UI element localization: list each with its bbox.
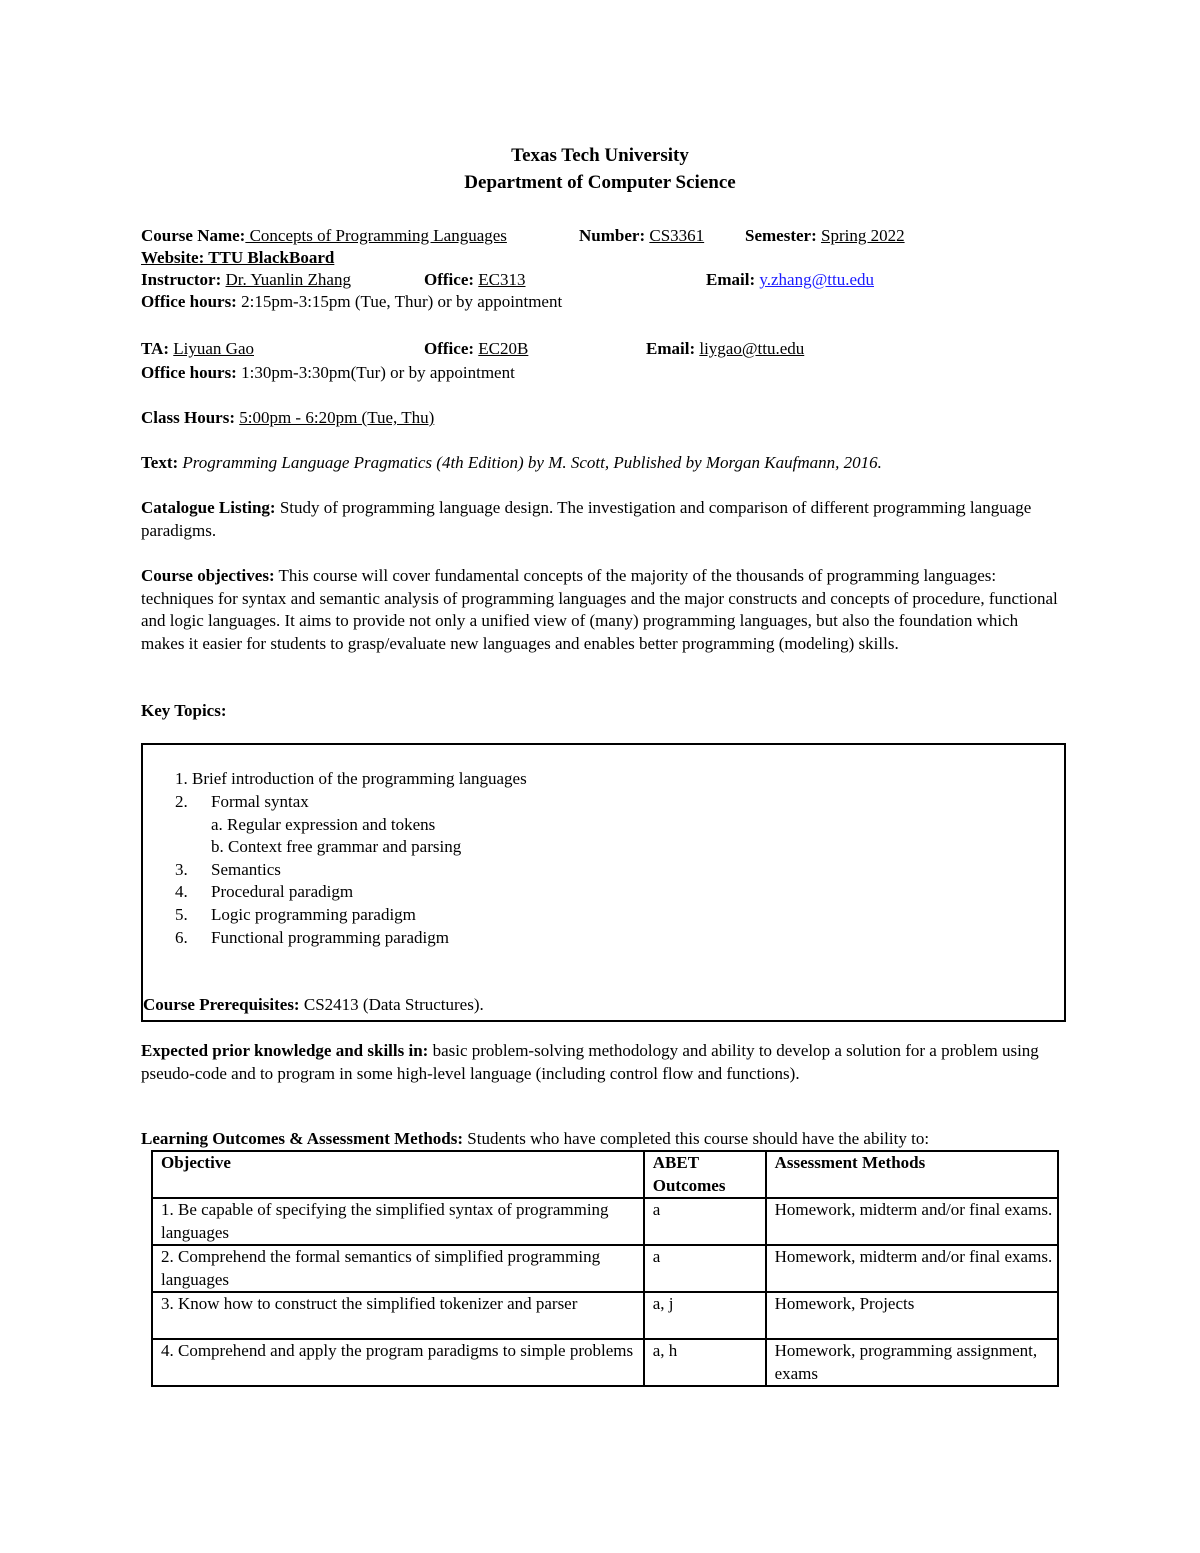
- header-objective: Objective: [152, 1151, 644, 1198]
- instructor-email-label: Email:: [706, 270, 756, 289]
- topic-4: Procedural paradigm: [211, 882, 354, 901]
- header-abet: ABET Outcomes: [644, 1151, 766, 1198]
- catalogue-label: Catalogue Listing:: [141, 498, 276, 517]
- table-row: [152, 1245, 1058, 1292]
- row-4-assessment: Homework, programming assignment, exams: [766, 1339, 1058, 1386]
- instructor-office-value: EC313: [478, 270, 526, 289]
- prior-knowledge: [141, 1040, 1061, 1085]
- ta-line: [141, 338, 254, 360]
- table-header-row: [152, 1151, 1058, 1198]
- instructor-line: [141, 269, 351, 291]
- instructor-email: [706, 269, 874, 291]
- row-3-objective: 3. Know how to construct the simplified tokenizer and parser: [152, 1292, 644, 1339]
- instructor-office-label: Office:: [424, 270, 475, 289]
- ta-name: Liyuan Gao: [173, 339, 254, 358]
- textbook-value: Programming Language Pragmatics (4th Edition) by M. Scott, Published by Morgan Kaufmann, 2016.: [182, 453, 882, 472]
- course-number: [579, 225, 704, 247]
- row-3-abet: a, j: [644, 1292, 766, 1339]
- ta-hours-label: Office hours:: [141, 363, 237, 382]
- university-title: Texas Tech University: [511, 145, 689, 166]
- department-title: Department of Computer Science: [464, 172, 736, 193]
- row-4-objective: 4. Comprehend and apply the program paradigms to simple problems: [152, 1339, 644, 1386]
- class-hours-value: 5:00pm - 6:20pm (Tue, Thu): [239, 408, 435, 427]
- row-3-assessment: Homework, Projects: [766, 1292, 1058, 1339]
- course-semester: [745, 225, 905, 247]
- objectives-label: Course objectives:: [141, 566, 275, 585]
- row-2-assessment: Homework, midterm and/or final exams.: [766, 1245, 1058, 1292]
- ta-email: [646, 338, 804, 360]
- topic-5: Logic programming paradigm: [211, 905, 416, 924]
- row-2-objective: 2. Comprehend the formal semantics of simplified programming languages: [152, 1245, 644, 1292]
- header-assessment: Assessment Methods: [766, 1151, 1058, 1198]
- topic-2a: a. Regular expression and tokens: [211, 815, 436, 834]
- instructor-email-link[interactable]: y.zhang@ttu.edu: [759, 270, 874, 289]
- course-website[interactable]: [141, 247, 334, 269]
- course-name-value: Concepts of Programming Languages: [245, 226, 507, 245]
- learning-outcomes-label: Learning Outcomes & Assessment Methods:: [141, 1129, 464, 1148]
- instructor-hours-value: 2:15pm-3:15pm (Tue, Thur) or by appointment: [236, 292, 563, 311]
- prereq-value: CS2413 (Data Structures).: [299, 995, 484, 1014]
- topic-5-number: 5.: [175, 905, 188, 924]
- instructor-name: Dr. Yuanlin Zhang: [225, 270, 351, 289]
- instructor-hours: [141, 291, 562, 313]
- ta-office-label: Office:: [424, 339, 475, 358]
- prereq-label: Course Prerequisites:: [143, 995, 300, 1014]
- row-1-abet: a: [644, 1198, 766, 1245]
- objectives-value: This course will cover fundamental concepts of the majority of the thousands of programming languages: techniques for syntax and semantic analysis of programming languages and the major constructs and concepts of procedure, functional and logic languages. It aims to provide not only a unified view of (many) programming languages, but also the foundation which makes it easier for students to grasp/evaluate new languages and enables better programming (modeling) skills.: [141, 566, 1058, 653]
- key-topics-label: Key Topics:: [141, 701, 227, 720]
- course-semester-label: Semester:: [745, 226, 817, 245]
- catalogue-listing: [141, 497, 1061, 542]
- prior-knowledge-label: Expected prior knowledge and skills in:: [141, 1041, 429, 1060]
- learning-outcomes-table: [151, 1150, 1059, 1387]
- topic-4-number: 4.: [175, 882, 188, 901]
- ta-hours: [141, 362, 515, 384]
- ta-office-value: EC20B: [478, 339, 529, 358]
- ta-label: TA:: [141, 339, 170, 358]
- course-prerequisites: [143, 994, 484, 1016]
- course-number-value: CS3361: [649, 226, 705, 245]
- instructor-label: Instructor:: [141, 270, 222, 289]
- topic-3-number: 3.: [175, 860, 188, 879]
- website-link[interactable]: Website: TTU BlackBoard: [141, 248, 335, 267]
- learning-outcomes-heading: [141, 1128, 929, 1150]
- table-row: [152, 1198, 1058, 1245]
- learning-outcomes-intro: Students who have completed this course should have the ability to:: [463, 1129, 930, 1148]
- course-name-label: Course Name:: [141, 226, 246, 245]
- topic-2-number: 2.: [175, 792, 188, 811]
- catalogue-value: Study of programming language design. The investigation and comparison of different programming language paradigms.: [141, 498, 1032, 540]
- topic-6: Functional programming paradigm: [211, 928, 449, 947]
- course-objectives: [141, 565, 1061, 655]
- ta-hours-value: 1:30pm-3:30pm(Tur) or by appointment: [236, 363, 515, 382]
- topic-2: Formal syntax: [211, 792, 309, 811]
- course-number-label: Number:: [579, 226, 646, 245]
- class-hours-label: Class Hours:: [141, 408, 235, 427]
- key-topics-heading: [141, 700, 227, 722]
- topic-3: Semantics: [211, 860, 281, 879]
- table-row: [152, 1292, 1058, 1339]
- row-4-abet: a, h: [644, 1339, 766, 1386]
- class-hours: [141, 407, 434, 429]
- topic-6-number: 6.: [175, 928, 188, 947]
- row-2-abet: a: [644, 1245, 766, 1292]
- course-line: [141, 225, 507, 247]
- row-1-assessment: Homework, midterm and/or final exams.: [766, 1198, 1058, 1245]
- course-semester-value: Spring 2022: [821, 226, 905, 245]
- instructor-hours-label: Office hours:: [141, 292, 237, 311]
- instructor-office: [424, 269, 526, 291]
- row-1-objective: 1. Be capable of specifying the simplified syntax of programming languages: [152, 1198, 644, 1245]
- topic-2b: b. Context free grammar and parsing: [211, 837, 462, 856]
- table-row: [152, 1339, 1058, 1386]
- prior-knowledge-value: basic problem-solving methodology and ability to develop a solution for a problem using pseudo-code and to program in some high-level language (including control flow and functions).: [141, 1041, 1039, 1083]
- textbook: [141, 452, 882, 474]
- ta-office: [424, 338, 528, 360]
- textbook-label: Text:: [141, 453, 179, 472]
- topic-1: 1. Brief introduction of the programming languages: [175, 769, 527, 788]
- ta-email-label: Email:: [646, 339, 696, 358]
- ta-email-link[interactable]: liygao@ttu.edu: [699, 339, 805, 358]
